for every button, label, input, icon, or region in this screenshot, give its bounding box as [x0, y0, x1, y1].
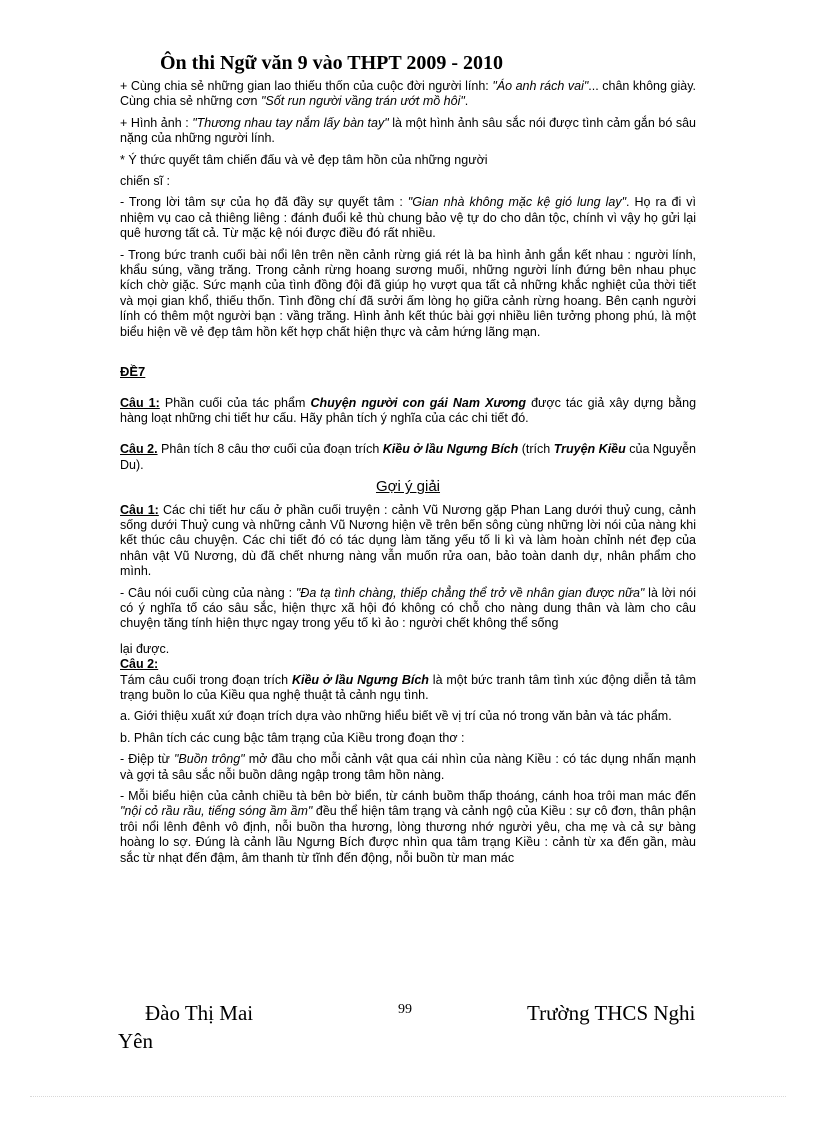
answer-1-end: lại được. [120, 641, 170, 656]
answer-1-quote: - Câu nói cuối cùng của nàng : "Đa tạ tình chàng, thiếp chẳng thể trở về nhân gian được nữa" là lời nói có ý nghĩa tố cáo sâu sắc, hiện thực xã hội đó không có chỗ cho nàng dung thân và làm cho câu chuyện tăng tính hiện thực ngay trong yếu tố kì ảo : người chết không thể sống [120, 585, 697, 631]
paragraph-determination: - Trong lời tâm sự của họ đã đầy sự quyết tâm : "Gian nhà không mặc kệ gió lung lay". Họ ra đi vì nhiệm vụ cao cả thiêng liêng : đánh đuổi kẻ thù chung bảo vệ tự do cho dân tộc, chính vì vậy họ gửi lại quê hương tất cả. Từ mặc kệ nói được điều đó rất nhiều. [120, 195, 696, 241]
question-1: Câu 1: Phần cuối của tác phẩm Chuyện người con gái Nam Xương được tác giả xây dựng bằng hàng loạt những chi tiết hư cấu. Hãy phân tích ý nghĩa của các chi tiết đó. [120, 395, 697, 425]
answer-2-intro: Tám câu cuối trong đoạn trích Kiều ở lầu Ngưng Bích là một bức tranh tâm tình xúc động diễn tả tâm trạng buồn lo của Kiều qua nghệ thuật tả cảnh ngụ tình. [120, 672, 696, 702]
spacer [120, 432, 696, 442]
document-body [120, 79, 696, 872]
spacer [120, 386, 696, 396]
spacer [120, 346, 696, 364]
paragraph-hardship: + Cùng chia sẻ những gian lao thiếu thốn của cuộc đời người lính: "Áo anh rách vai"... chân không giày. Cùng chia sẻ những cơn "Sốt run người vầng trán ướt mồ hôi". [120, 79, 696, 109]
answer-2-part-a: a. Giới thiệu xuất xứ đoạn trích dựa vào những hiểu biết về vị trí của nó trong văn bản và tác phẩm. [120, 709, 672, 724]
answer-2-repetition: - Điệp từ "Buồn trông" mở đầu cho mỗi cảnh vật qua cái nhìn của nàng Kiều : có tác dụng nhấn mạnh và gợi tả sâu sắc nỗi buồn dâng ngập trong tâm hồn nàng. [120, 752, 696, 782]
hint-section-title: Gợi ý giải [375, 478, 441, 496]
page-bottom-divider [30, 1096, 786, 1097]
footer-school-cont: Yên [118, 1029, 153, 1053]
question-2: Câu 2. Phân tích 8 câu thơ cuối của đoạn trích Kiều ở lầu Ngưng Bích (trích Truyện Kiều của Nguyễn Du). [120, 442, 697, 472]
answer-2-part-b: b. Phân tích các cung bậc tâm trạng của Kiều trong đoạn thơ : [120, 730, 465, 745]
spacer [120, 632, 696, 642]
answer-1: Câu 1: Các chi tiết hư cấu ở phần cuối truyện : cảnh Vũ Nương gặp Phan Lang dưới thuỷ cung, cảnh sống dưới Thuỷ cung và những cảnh Vũ Nương hiện về trên bến sông cùng những lời nói của nàng khi kết thúc câu chuyện. Các chi tiết đó có tác dụng làm tăng yếu tố li kì và làm hoàn chỉnh nét đẹp của nhân vật Vũ Nương, dù đã chết nhưng nàng vẫn muốn rửa oan, bảo toàn danh dự, nhân phẩm cho mình. [120, 502, 696, 579]
section-heading-de7: ĐỀ7 [120, 364, 146, 380]
paragraph-final-scene: - Trong bức tranh cuối bài nổi lên trên nền cảnh rừng giá rét là ba hình ảnh gắn kết nhau : người lính, khẩu súng, vầng trăng. Trong cảnh rừng hoang sương muối, những người lính đứng bên nhau phục kích chờ giặc. Sức mạnh của tình đồng đội đã giúp họ vượt qua tất cả những khắc nghiệt của thời tiết và mọi gian khổ, thiếu thốn. Tình đồng chí đã sưởi ấm lòng họ giữa cảnh rừng hoang. Bên cạnh người lính có thêm một người bạn : vầng trăng. Hình ảnh kết thúc bài gợi nhiều liên tưởng phong phú, là một biểu hiện về vẻ đẹp tâm hồn kết hợp chất hiện thực và cảm hứng lãng mạn. [120, 247, 696, 339]
page-number: 99 [398, 1002, 412, 1017]
paragraph-determination-heading: * Ý thức quyết tâm chiến đấu và vẻ đẹp tâm hồn của những người [120, 152, 488, 167]
page-header-title: Ôn thi Ngữ văn 9 vào THPT 2009 - 2010 [160, 52, 503, 74]
answer-2-label: Câu 2: [120, 657, 159, 672]
footer-school: Trường THCS Nghi [527, 1001, 696, 1025]
paragraph-hand-image: + Hình ảnh : "Thương nhau tay nắm lấy bàn tay" là một hình ảnh sâu sắc nói được tình cảm gắn bó sâu nặng của những người lính. [120, 115, 696, 146]
answer-2-scenery: - Mỗi biểu hiện của cảnh chiều tà bên bờ biển, từ cánh buồm thấp thoáng, cánh hoa trôi man mác đến "nội cỏ rầu rầu, tiếng sóng ầm ầm" đều thể hiện tâm trạng và cảnh ngộ của Kiều : sự cô đơn, thân phận trôi nổi lênh đênh vô định, nỗi buồn tha hương, lòng thương nhớ người yêu, cha mẹ và cả sự bàng hoàng lo sợ. Đúng là cảnh lầu Ngưng Bích được nhìn qua tâm trạng Kiều : cảnh từ xa đến gần, màu sắc từ nhạt đến đậm, âm thanh từ tĩnh đến động, nỗi buồn từ man mác [120, 789, 696, 865]
footer-author: Đào Thị Mai [145, 1001, 254, 1025]
paragraph-determination-heading-cont: chiến sĩ : [120, 174, 171, 189]
